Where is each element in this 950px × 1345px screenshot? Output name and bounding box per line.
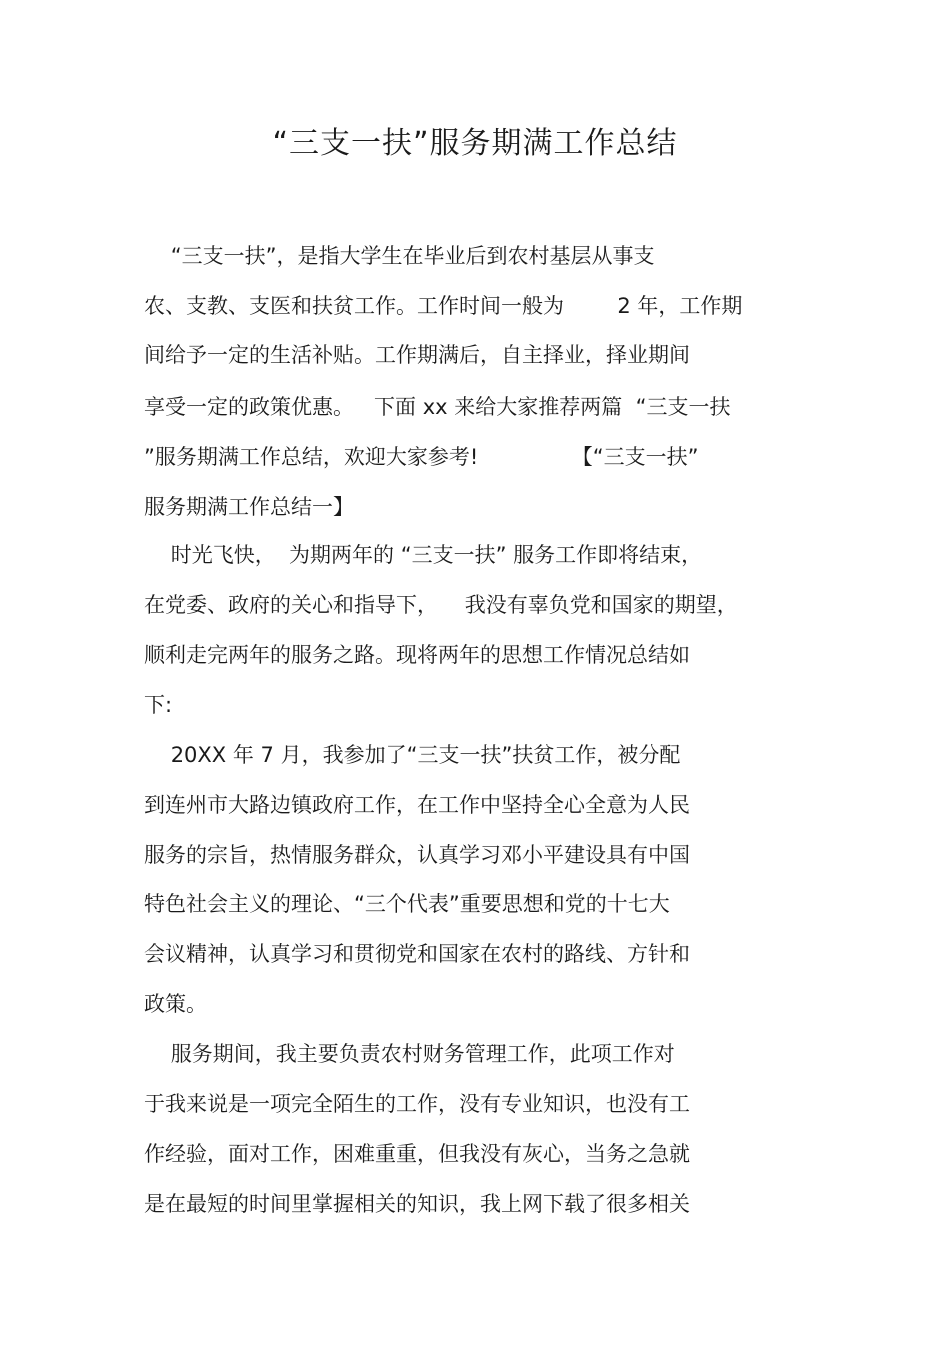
- text-line: 于我来说是一项完全陌生的工作，没有专业知识，也没有工: [144, 1092, 690, 1116]
- text-line: 下:: [144, 693, 173, 717]
- text-line: 农、支教、支医和扶贫工作。工作时间一般为 2 年，工作期: [144, 294, 743, 318]
- text-line: 服务的宗旨，热情服务群众，认真学习邓小平建设具有中国: [144, 843, 690, 867]
- text-line: 服务期满工作总结一】: [144, 495, 354, 519]
- text-line: 时光飞快， 为期两年的 “三支一扶” 服务工作即将结束，: [144, 543, 703, 567]
- text-line: 顺利走完两年的服务之路。现将两年的思想工作情况总结如: [144, 643, 690, 667]
- document-title: “三支一扶”服务期满工作总结: [272, 126, 678, 161]
- text-line: 会议精神，认真学习和贯彻党和国家在农村的路线、方针和: [144, 942, 690, 966]
- text-line: 政策。: [144, 992, 207, 1016]
- text-line: 间给予一定的生活补贴。工作期满后，自主择业，择业期间: [144, 343, 690, 367]
- text-line: 特色社会主义的理论、“三个代表”重要思想和党的十七大: [144, 892, 670, 916]
- text-line: 作经验，面对工作，困难重重，但我没有灰心，当务之急就: [144, 1142, 690, 1166]
- text-line: 到连州市大路边镇政府工作，在工作中坚持全心全意为人民: [144, 793, 690, 817]
- text-line: 是在最短的时间里掌握相关的知识，我上网下载了很多相关: [144, 1192, 690, 1216]
- text-line: 享受一定的政策优惠。 下面 xx 来给大家推荐两篇 “三支一扶: [144, 395, 731, 419]
- text-line: “三支一扶”，是指大学生在毕业后到农村基层从事支: [144, 244, 655, 268]
- text-line: 服务期间，我主要负责农村财务管理工作，此项工作对: [144, 1042, 675, 1066]
- text-line: ”服务期满工作总结，欢迎大家参考! 【“三支一扶”: [144, 445, 699, 469]
- text-line: 20XX 年 7 月，我参加了“三支一扶”扶贫工作，被分配: [144, 743, 681, 767]
- text-line: 在党委、政府的关心和指导下， 我没有辜负党和国家的期望，: [144, 593, 738, 617]
